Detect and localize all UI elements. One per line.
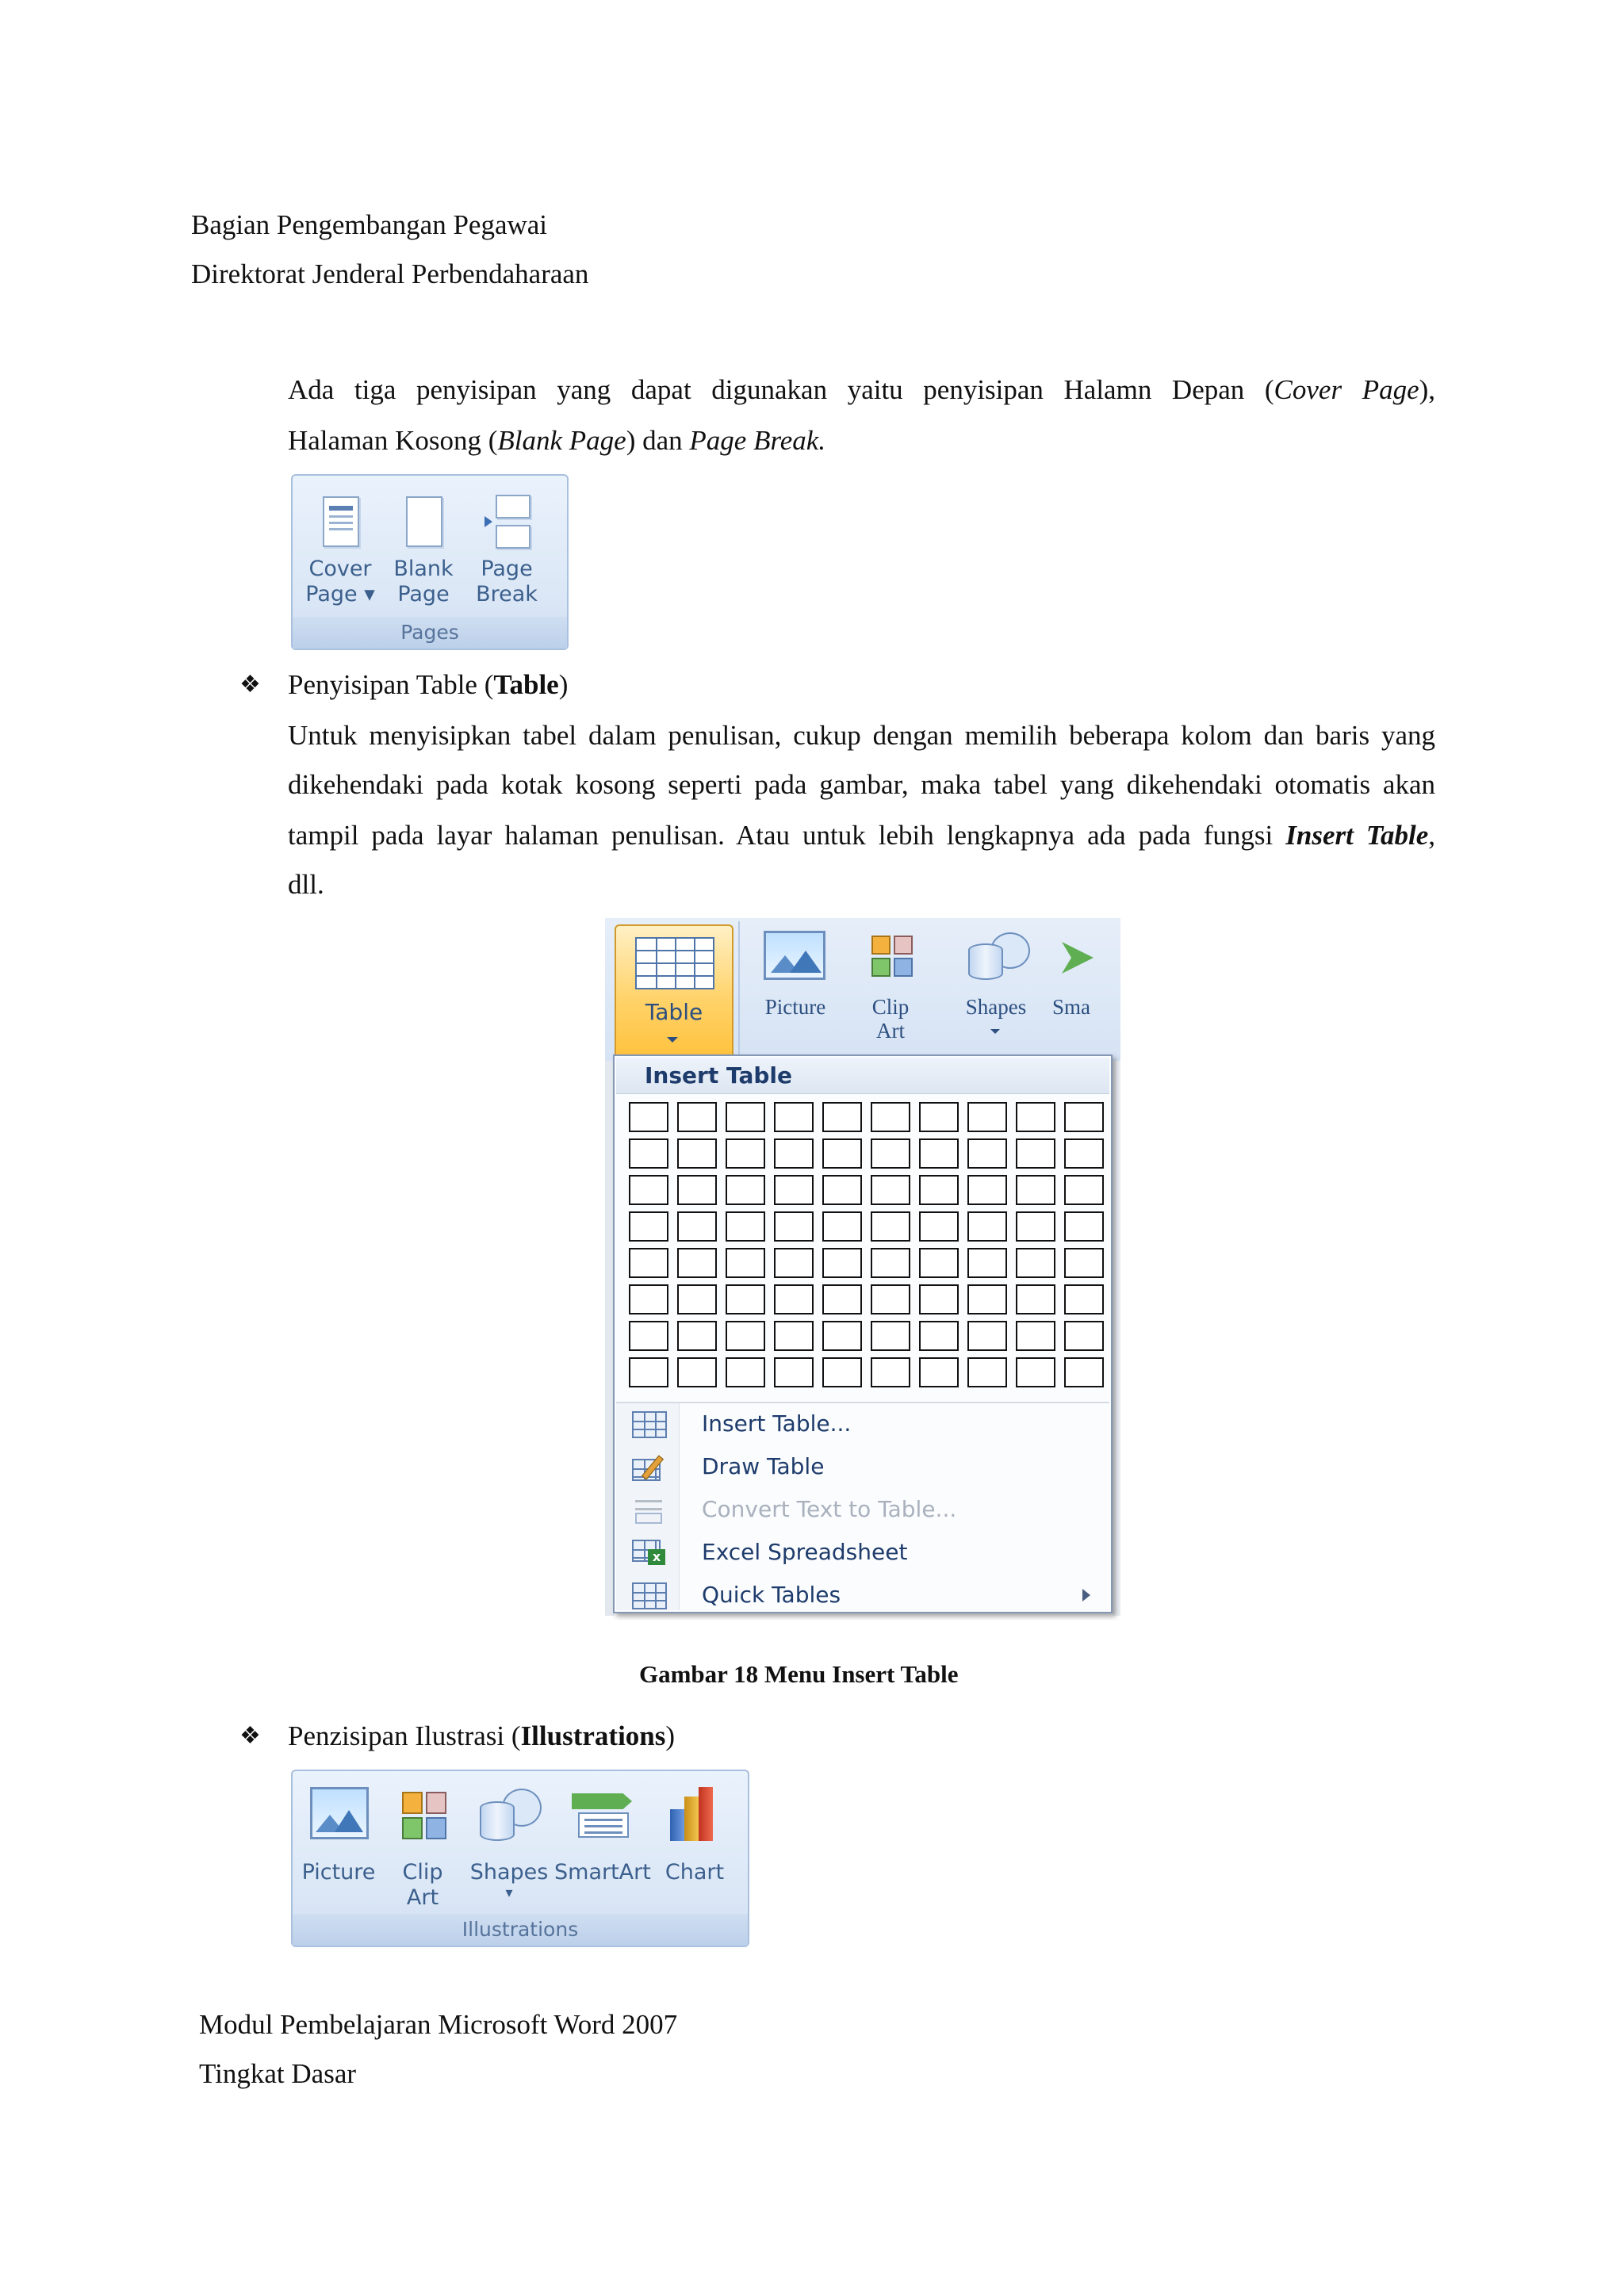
footer-level: Tingkat Dasar — [199, 2058, 357, 2089]
header-unit: Bagian Pengembangan Pegawai — [191, 209, 548, 240]
insert-table-menu-header: Insert Table — [616, 1058, 1109, 1094]
bullet-icon: ❖ — [239, 1723, 261, 1749]
table-grid-cell[interactable] — [677, 1175, 717, 1205]
table-grid-cell[interactable] — [629, 1357, 668, 1387]
clip-art-icon — [402, 1792, 446, 1839]
blank-page-button[interactable]: Blank Page — [384, 492, 463, 618]
table-grid-cell[interactable] — [774, 1357, 814, 1387]
table-grid-cell[interactable] — [967, 1175, 1007, 1205]
table-grid-cell[interactable] — [677, 1321, 717, 1351]
table-grid-cell[interactable] — [629, 1284, 668, 1314]
table-grid-cell[interactable] — [822, 1175, 862, 1205]
table-grid-cell[interactable] — [967, 1211, 1007, 1242]
table-grid-cell[interactable] — [822, 1284, 862, 1314]
table-grid-cell[interactable] — [677, 1211, 717, 1242]
table-grid-cell[interactable] — [1016, 1211, 1055, 1242]
pages-ribbon-group — [291, 474, 569, 650]
clip-art-button[interactable]: Clip Art — [843, 926, 938, 1053]
figure-caption: Gambar 18 Menu Insert Table — [639, 1660, 959, 1688]
shapes-dropdown-icon — [990, 1029, 1000, 1034]
table-grid-cell[interactable] — [774, 1211, 814, 1242]
table-grid-cell[interactable] — [629, 1175, 668, 1205]
table-grid-cell[interactable] — [1016, 1102, 1055, 1132]
table-grid-cell[interactable] — [726, 1284, 765, 1314]
table-grid-cell[interactable] — [919, 1357, 959, 1387]
table-grid-cell[interactable] — [1016, 1138, 1055, 1169]
draw-table-icon — [632, 1454, 667, 1481]
table-grid-cell[interactable] — [1016, 1175, 1055, 1205]
picture-button[interactable]: Picture — [748, 926, 843, 1053]
table-grid-cell[interactable] — [871, 1138, 910, 1169]
shapes-dropdown-icon: ▾ — [505, 1885, 513, 1901]
clip-art-button[interactable]: Clip Art — [383, 1782, 462, 1917]
intro-line-1: Ada tiga penyisipan yang dapat digunakan yaitu penyisipan Halamn Depan (Cover Page), — [288, 374, 1436, 405]
table-grid-cell[interactable] — [919, 1248, 959, 1278]
table-grid-cell[interactable] — [677, 1284, 717, 1314]
table-grid-cell[interactable] — [822, 1357, 862, 1387]
insert-ribbon — [605, 918, 1120, 1061]
bullet-icon: ❖ — [239, 672, 261, 698]
table-grid-cell[interactable] — [871, 1248, 910, 1278]
table-grid-cell[interactable] — [871, 1102, 910, 1132]
table-grid-cell[interactable] — [629, 1321, 668, 1351]
table-para-line-1: Untuk menyisipkan tabel dalam penulisan, cukup dengan memilih beberapa kolom dan baris yang — [288, 720, 1435, 751]
table-grid-cell[interactable] — [1016, 1357, 1055, 1387]
table-grid-cell[interactable] — [919, 1321, 959, 1351]
table-grid-cell[interactable] — [967, 1357, 1007, 1387]
table-button-label: Table — [645, 999, 703, 1025]
page-break-button[interactable]: Page Break — [467, 492, 546, 618]
table-grid-cell[interactable] — [822, 1248, 862, 1278]
table-grid-cell[interactable] — [726, 1357, 765, 1387]
table-grid-cell[interactable] — [871, 1284, 910, 1314]
table-grid-cell[interactable] — [822, 1102, 862, 1132]
header-directorate: Direktorat Jenderal Perbendaharaan — [191, 258, 589, 289]
table-grid-cell[interactable] — [919, 1284, 959, 1314]
table-grid-cell[interactable] — [822, 1138, 862, 1169]
smartart-button[interactable]: SmartArt — [554, 1782, 648, 1917]
picture-button[interactable]: Picture — [296, 1782, 381, 1917]
table-grid-cell[interactable] — [677, 1138, 717, 1169]
table-grid-cell[interactable] — [1064, 1357, 1104, 1387]
table-para-line-3: tampil pada layar halaman penulisan. Atau untuk lebih lengkapnya ada pada fungsi Insert Table, — [288, 820, 1436, 851]
menu-item-quick-tables[interactable]: Quick Tables — [702, 1582, 841, 1608]
smartart-button[interactable]: Sma — [1049, 926, 1120, 1053]
intro-line-2: Halaman Kosong (Blank Page) dan Page Break. — [288, 425, 826, 456]
table-grid-cell[interactable] — [629, 1211, 668, 1242]
table-grid-cell[interactable] — [871, 1321, 910, 1351]
insert-table-screenshot — [605, 918, 1120, 1621]
quick-tables-icon — [632, 1582, 667, 1609]
table-grid-cell[interactable] — [919, 1211, 959, 1242]
excel-spreadsheet-icon: x — [632, 1540, 667, 1567]
shapes-button[interactable]: Shapes — [944, 926, 1048, 1053]
table-grid-cell[interactable] — [822, 1321, 862, 1351]
pages-group-label: Pages — [293, 617, 567, 649]
submenu-arrow-icon — [1082, 1589, 1090, 1601]
table-grid-cell[interactable] — [629, 1248, 668, 1278]
table-grid-cell[interactable] — [967, 1102, 1007, 1132]
chart-icon — [670, 1787, 726, 1841]
cover-page-button[interactable]: Cover Page ▾ — [301, 492, 380, 618]
table-grid-cell[interactable] — [1016, 1321, 1055, 1351]
table-grid-cell[interactable] — [967, 1284, 1007, 1314]
smartart-icon — [1062, 942, 1094, 974]
table-grid-cell[interactable] — [871, 1357, 910, 1387]
table-grid-cell[interactable] — [871, 1211, 910, 1242]
table-grid-cell[interactable] — [1064, 1284, 1104, 1314]
table-grid-cell[interactable] — [967, 1321, 1007, 1351]
table-para-line-4: dll. — [288, 869, 324, 900]
table-grid-cell[interactable] — [677, 1102, 717, 1132]
table-grid-cell[interactable] — [871, 1175, 910, 1205]
table-grid-cell[interactable] — [726, 1248, 765, 1278]
footer-module-title: Modul Pembelajaran Microsoft Word 2007 — [199, 2009, 678, 2040]
picture-icon — [310, 1787, 369, 1839]
table-grid-icon — [635, 937, 714, 989]
table-grid-cell[interactable] — [774, 1175, 814, 1205]
illustrations-group-label: Illustrations — [293, 1914, 748, 1946]
illustrations-ribbon-group — [291, 1770, 749, 1947]
table-grid-cell[interactable] — [1064, 1211, 1104, 1242]
page-break-icon — [485, 495, 532, 550]
smartart-icon — [572, 1793, 632, 1838]
table-grid-cell[interactable] — [1016, 1248, 1055, 1278]
menu-item-draw-table[interactable]: Draw Table — [702, 1453, 825, 1479]
picture-icon — [764, 931, 825, 980]
table-grid-cell[interactable] — [1064, 1321, 1104, 1351]
table-grid-cell[interactable] — [629, 1138, 668, 1169]
shapes-icon — [968, 932, 1032, 982]
table-grid-cell[interactable] — [919, 1102, 959, 1132]
table-grid-cell[interactable] — [677, 1357, 717, 1387]
table-grid-cell[interactable] — [1016, 1284, 1055, 1314]
table-grid-cell[interactable] — [1064, 1138, 1104, 1169]
illustrations-section-heading: Penzisipan Ilustrasi (Illustrations) — [288, 1720, 676, 1751]
convert-text-icon — [632, 1497, 667, 1524]
menu-item-insert-table[interactable]: Insert Table... — [702, 1410, 852, 1437]
menu-item-excel-spreadsheet[interactable]: Excel Spreadsheet — [702, 1539, 908, 1565]
cover-page-icon — [323, 496, 359, 547]
chart-button[interactable]: Chart — [651, 1782, 738, 1917]
table-grid-cell[interactable] — [1064, 1248, 1104, 1278]
table-grid-cell[interactable] — [967, 1138, 1007, 1169]
insert-table-menu — [613, 1054, 1113, 1613]
table-grid-cell[interactable] — [726, 1321, 765, 1351]
table-grid-cell[interactable] — [774, 1321, 814, 1351]
table-grid-cell[interactable] — [774, 1248, 814, 1278]
table-grid-cell[interactable] — [919, 1175, 959, 1205]
table-grid-cell[interactable] — [822, 1211, 862, 1242]
table-grid-cell[interactable] — [629, 1102, 668, 1132]
table-grid-cell[interactable] — [967, 1248, 1007, 1278]
table-grid-cell[interactable] — [726, 1175, 765, 1205]
table-dropdown-icon — [667, 1037, 678, 1043]
table-grid-cell[interactable] — [774, 1138, 814, 1169]
table-grid-cell[interactable] — [726, 1102, 765, 1132]
table-para-line-2: dikehendaki pada kotak kosong seperti pada gambar, maka tabel yang dikehendaki otomatis akan — [288, 769, 1435, 800]
table-grid-cell[interactable] — [1064, 1175, 1104, 1205]
table-grid-cell[interactable] — [677, 1248, 717, 1278]
table-grid-cell[interactable] — [774, 1102, 814, 1132]
menu-item-convert-text[interactable]: Convert Text to Table... — [702, 1496, 957, 1522]
shapes-button[interactable]: Shapes ▾ — [465, 1782, 553, 1917]
table-grid-cell[interactable] — [726, 1211, 765, 1242]
table-grid-cell[interactable] — [919, 1138, 959, 1169]
insert-table-icon — [632, 1411, 667, 1438]
shapes-icon — [480, 1789, 543, 1841]
clip-art-icon — [871, 936, 913, 977]
table-grid-cell[interactable] — [774, 1284, 814, 1314]
table-grid-cell[interactable] — [726, 1138, 765, 1169]
table-section-heading: Penyisipan Table (Table) — [288, 669, 569, 700]
blank-page-icon — [406, 496, 442, 547]
table-grid-cell[interactable] — [1064, 1102, 1104, 1132]
table-button[interactable] — [615, 924, 733, 1059]
